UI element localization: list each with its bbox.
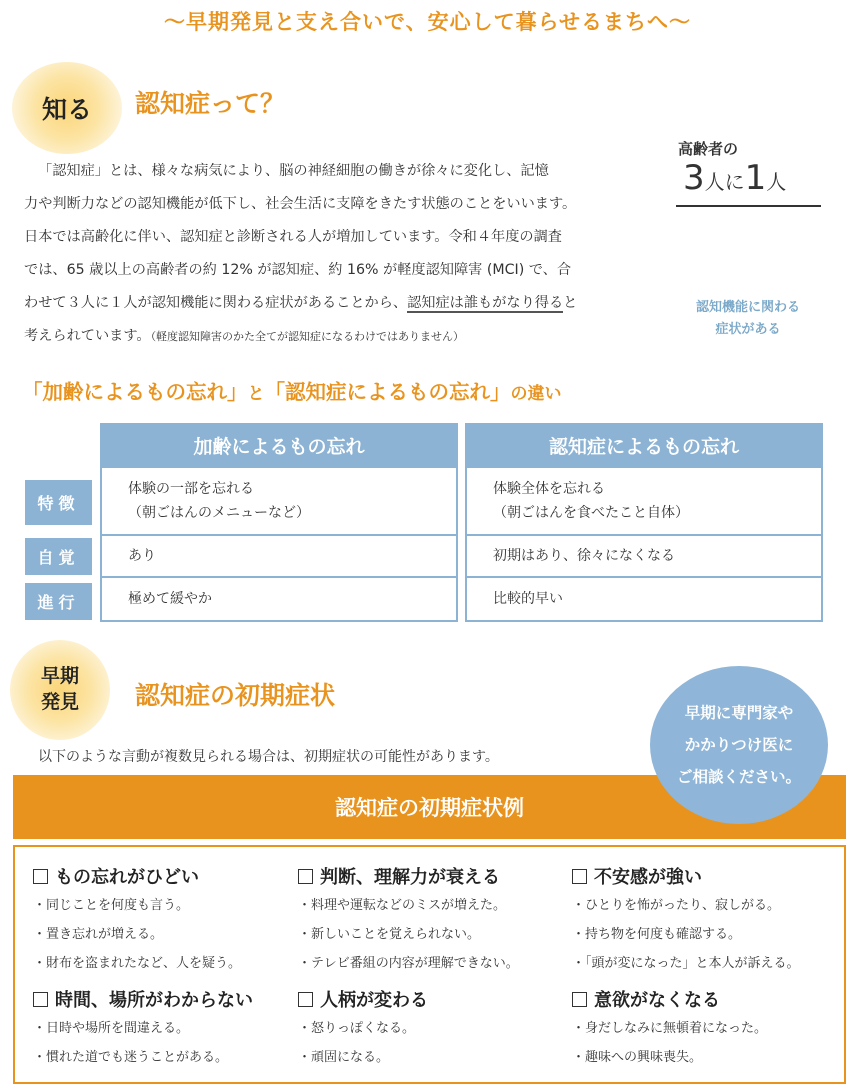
- intro-line: 考えられています。（軽度認知障害のかた全てが認知症になるわけではありません）: [24, 328, 465, 344]
- column-header-aging: 加齢によるもの忘れ: [100, 423, 458, 468]
- table-cell: あり: [100, 536, 458, 578]
- symptom-group: 人柄が変わる ・怒りっぽくなる。 ・頑固になる。: [298, 990, 428, 1065]
- underlined-emphasis: 認知症は誰もがなり得る: [407, 295, 564, 311]
- table-cell: 極めて緩やか: [100, 578, 458, 622]
- section-title-early-symptoms: 認知症の初期症状: [135, 681, 336, 710]
- early-symptoms-intro: 以下のような言動が複数見られる場合は、初期症状の可能性があります。: [38, 749, 499, 765]
- symptoms-examples-banner: 認知症の初期症状例: [13, 775, 846, 839]
- row-header-progression: 進行: [25, 583, 92, 620]
- checkbox-icon: [33, 869, 48, 884]
- row-header-features: 特徴: [25, 480, 92, 525]
- table-cell: 初期はあり、徐々になくなる: [465, 536, 823, 578]
- page-subtitle: ～早期発見と支え合いで、安心して暮らせるまちへ～: [164, 10, 691, 34]
- intro-line: 日本では高齢化に伴い、認知症と診断される人が増加しています。令和４年度の調査: [24, 229, 562, 245]
- checkbox-icon: [572, 992, 587, 1007]
- checkbox-icon: [298, 869, 313, 884]
- intro-line: 力や判断力などの認知機能が低下し、社会生活に支障をきたす状態のことをいいます。: [24, 196, 577, 212]
- badge-label: 知る: [41, 95, 92, 124]
- stat-underline: [676, 205, 821, 207]
- checkbox-icon: [572, 869, 587, 884]
- section-title-what-is-dementia: 認知症って？: [135, 89, 286, 118]
- intro-line: では、65 歳以上の高齢者の約 12% が認知症、約 16% が軽度認知障害 (MCI) で、合: [24, 262, 572, 278]
- checkbox-icon: [33, 992, 48, 1007]
- symptoms-examples-box: [13, 845, 846, 1084]
- symptom-group: もの忘れがひどい ・同じことを何度も言う。 ・置き忘れが増える。 ・財布を盗まれたなど、人を疑う。: [33, 867, 242, 971]
- symptom-group: 不安感が強い ・ひとりを怖がったり、寂しがる。 ・持ち物を何度も確認する。 ・「頭が変になった」と本人が訴える。: [572, 867, 800, 971]
- section-badge-early-detection: 早期 発見: [10, 640, 110, 740]
- stat-ratio: 3人に1人: [683, 158, 787, 198]
- stat-note: 認知機能に関わる 症状がある: [695, 300, 800, 337]
- column-header-dementia: 認知症によるもの忘れ: [465, 423, 823, 468]
- stat-number: 1: [744, 158, 767, 198]
- section-badge-know: [12, 62, 122, 154]
- consult-callout: 早期に専門家や かかりつけ医に ご相談ください。: [650, 666, 828, 824]
- symptom-group: 時間、場所がわからない ・日時や場所を間違える。 ・慣れた道でも迷うことがある。: [33, 990, 253, 1065]
- checkbox-icon: [298, 992, 313, 1007]
- row-header-awareness: 自覚: [25, 538, 92, 575]
- comparison-title: 「加齢によるもの忘れ」と「認知症によるもの忘れ」の違い: [22, 380, 562, 404]
- intro-line: 「認知症」とは、様々な病気により、脳の神経細胞の働きが徐々に変化し、記憶: [38, 163, 549, 179]
- table-cell: 体験の一部を忘れる （朝ごはんのメニューなど）: [100, 468, 458, 536]
- symptom-group: 意欲がなくなる ・身だしなみに無頓着になった。 ・趣味への興味喪失。: [572, 990, 768, 1065]
- intro-paragraph: [24, 155, 664, 353]
- intro-footnote: （軽度認知障害のかた全てが認知症になるわけではありません）: [150, 330, 465, 343]
- stat-number: 3: [683, 158, 705, 198]
- intro-line: わせて３人に１人が認知機能に関わる症状があることから、認知症は誰もがなり得ると: [24, 295, 578, 311]
- stat-label: 高齢者の: [678, 140, 739, 158]
- table-cell: 比較的早い: [465, 578, 823, 622]
- symptom-group: 判断、理解力が衰える ・料理や運転などのミスが増えた。 ・新しいことを覚えられない。 ・テレビ番組の内容が理解できない。: [298, 867, 519, 971]
- table-cell: 体験全体を忘れる （朝ごはんを食べたこと自体）: [465, 468, 823, 536]
